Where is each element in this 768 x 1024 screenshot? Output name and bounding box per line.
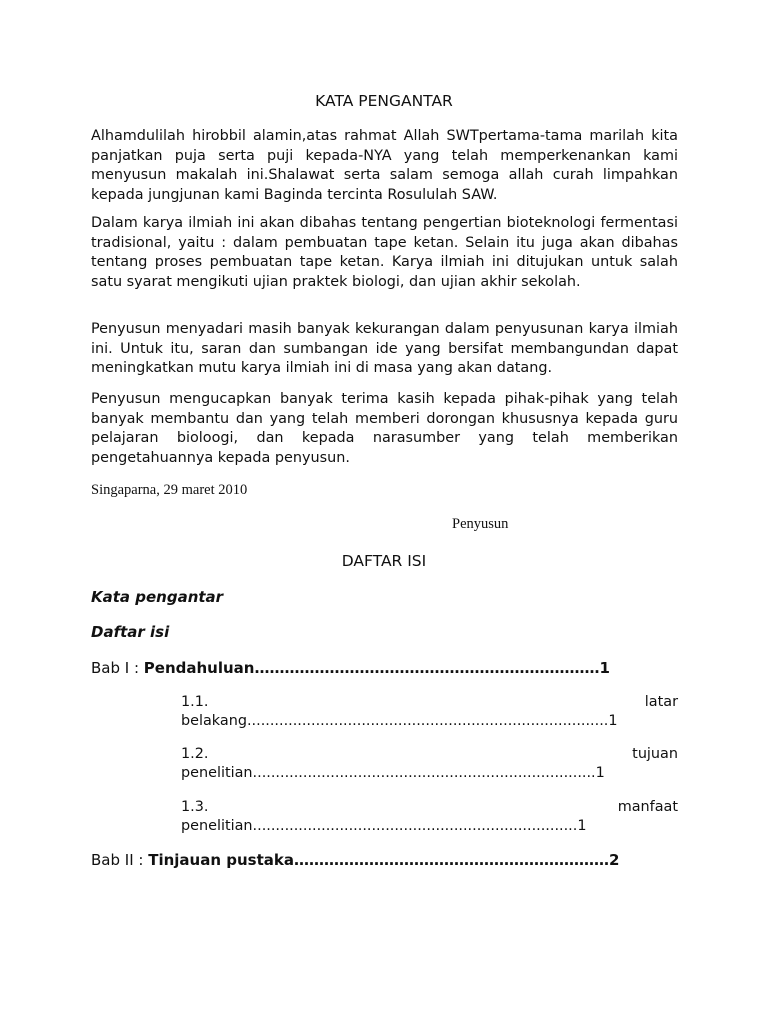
paragraph-4: Penyusun mengucapkan banyak terima kasih kepada pihak-pihak yang telah banyak membantu dan yang telah memberi dorongan khususnya kepada guru pelajaran bioloogi, dan kepada narasumber yang telah memberikan pengetahuannya kepada penyusun. [91, 391, 678, 466]
toc-kata-pengantar: Kata pengantar [91, 588, 224, 606]
subitem-dots: ........................................................................... [252, 765, 596, 781]
page-title: KATA PENGANTAR [315, 92, 453, 110]
toc-bab-2 [91, 850, 619, 870]
subitem-number: 1.2. [181, 746, 209, 762]
toc-subitem [181, 693, 678, 731]
subitem-page: 1 [608, 713, 618, 729]
subitem-number: 1.3. [181, 799, 209, 815]
subitem-page: 1 [577, 818, 587, 834]
paragraph-2: Dalam karya ilmiah ini akan dibahas tentang pengertian bioteknologi fermentasi tradisional, yaitu : dalam pembuatan tape ketan. Selain itu juga akan dibahas tentang proses pembuatan tape ketan. Karya ilmiah ini ditujukan untuk salah satu syarat mengikuti ujian praktek biologi, dan ujian akhir sekolah. [91, 215, 678, 290]
paragraph-3: Penyusun menyadari masih banyak kekurangan dalam penyusunan karya ilmiah ini. Untuk itu, saran dan sumbangan ide yang bersifat membangundan dapat meningkatkan mutu karya ilmiah ini di masa yang akan datang. [91, 321, 678, 377]
bab-1-title: Pendahuluan [143, 659, 255, 677]
bab-2-page: 2 [608, 851, 620, 869]
subitem-first-word: manfaat [617, 799, 678, 815]
subitem-page: 1 [595, 765, 605, 781]
subitem-first-word: tujuan [632, 746, 678, 762]
subitem-rest: belakang [181, 713, 247, 729]
bab-2-title: Tinjauan pustaka [148, 851, 294, 869]
bab-1-dots: …………………………………………………………… [254, 659, 600, 677]
toc-daftar-isi: Daftar isi [91, 623, 170, 641]
bab-2-prefix: Bab II : [91, 851, 149, 869]
subitem-dots: ............................................................................... [246, 713, 609, 729]
subitem-rest: penelitian [181, 818, 253, 834]
toc-title: DAFTAR ISI [341, 552, 427, 570]
toc-subitem [181, 798, 678, 836]
subitem-dots: ....................................................................... [252, 818, 578, 834]
subitem-first-word: latar [644, 694, 678, 710]
bab-2-dots: ……………………………………………………… [293, 851, 609, 869]
bab-1-prefix: Bab I : [91, 659, 144, 677]
paragraph-1: Alhamdulilah hirobbil alamin,atas rahmat Allah SWTpertama-tama marilah kita panjatkan puja serta puji kepada-NYA yang telah memperkenankan kami menyusun makalah ini.Shalawat serta salam semoga allah curah limpahkan kepada jungjunan kami Baginda tercinta Rosululah SAW. [91, 128, 678, 203]
subitem-rest: penelitian [181, 765, 253, 781]
signature: Penyusun [452, 516, 509, 532]
bab-1-page: 1 [599, 659, 610, 677]
toc-subitem [181, 745, 678, 783]
toc-bab-1 [91, 658, 610, 678]
subitem-number: 1.1. [181, 694, 209, 710]
place-date: Singaparna, 29 maret 2010 [91, 482, 248, 498]
